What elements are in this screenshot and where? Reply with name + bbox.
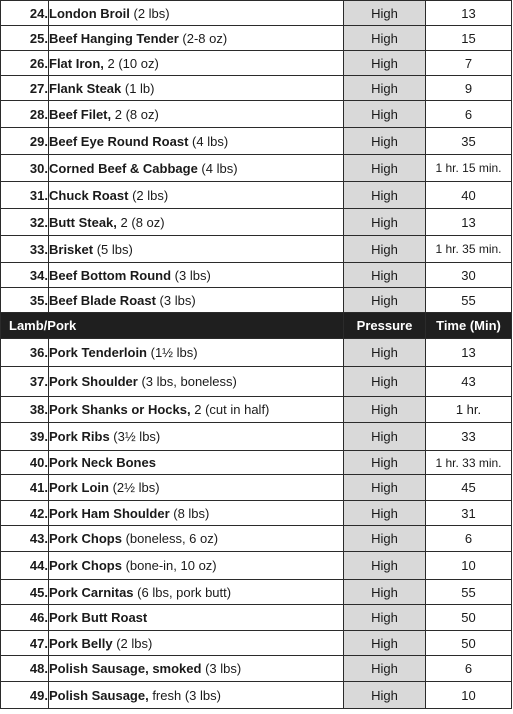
food-quantity: 2 (8 oz)	[116, 214, 165, 230]
row-number: 32.	[1, 209, 49, 236]
food-cell	[49, 263, 344, 288]
table-row	[1, 128, 512, 155]
row-number: 35.	[1, 288, 49, 313]
food-quantity: (6 lbs, pork butt)	[133, 584, 232, 600]
food-cell	[49, 451, 344, 475]
food-cell	[49, 339, 344, 367]
food-quantity: 2 (8 oz)	[111, 106, 159, 122]
time-cell: 10	[426, 682, 512, 709]
food-quantity: (3 lbs)	[201, 661, 242, 676]
food-quantity: (2 lbs)	[128, 187, 169, 203]
row-number: 34.	[1, 263, 49, 288]
time-cell: 9	[426, 76, 512, 101]
food-cell	[49, 501, 344, 526]
table-row	[1, 451, 512, 475]
food-quantity: (boneless, 6 oz)	[121, 531, 219, 546]
food-cell	[49, 209, 344, 236]
time-cell: 50	[426, 605, 512, 631]
time-cell: 1 hr.	[426, 397, 512, 423]
food-name: Pork Belly	[49, 635, 113, 651]
row-number: 40.	[1, 451, 49, 475]
row-number: 33.	[1, 236, 49, 263]
table-row	[1, 580, 512, 605]
food-name: Pork Chops	[49, 558, 122, 573]
pressure-cell: High	[344, 580, 426, 605]
pressure-cell: High	[344, 423, 426, 451]
pressure-cell: High	[344, 605, 426, 631]
row-number: 30.	[1, 155, 49, 182]
food-quantity: (2½ lbs)	[108, 480, 160, 495]
food-name: Beef Bottom Round	[49, 267, 172, 283]
pressure-cell: High	[344, 339, 426, 367]
row-number: 44.	[1, 552, 49, 580]
pressure-cell: High	[344, 367, 426, 397]
row-number: 28.	[1, 101, 49, 128]
time-cell: 30	[426, 263, 512, 288]
food-quantity: (1½ lbs)	[147, 345, 198, 360]
pressure-cell: High	[344, 263, 426, 288]
pressure-cell: High	[344, 552, 426, 580]
food-cell	[49, 552, 344, 580]
time-cell: 40	[426, 182, 512, 209]
pressure-cell: High	[344, 526, 426, 552]
time-cell: 10	[426, 552, 512, 580]
table-row	[1, 288, 512, 313]
row-number: 43.	[1, 526, 49, 552]
row-number: 38.	[1, 397, 49, 423]
food-cell	[49, 51, 344, 76]
food-cell	[49, 367, 344, 397]
time-cell: 43	[426, 367, 512, 397]
food-name: Pork Loin	[49, 480, 109, 495]
row-number: 46.	[1, 605, 49, 631]
table-row	[1, 155, 512, 182]
time-cell: 6	[426, 656, 512, 682]
time-cell: 35	[426, 128, 512, 155]
time-cell: 6	[426, 101, 512, 128]
food-quantity: (2 lbs)	[129, 5, 170, 21]
food-name: Pork Butt Roast	[49, 610, 148, 625]
pressure-cell: High	[344, 631, 426, 656]
time-cell: 31	[426, 501, 512, 526]
food-quantity: (3 lbs)	[171, 267, 211, 283]
pressure-cell: High	[344, 397, 426, 423]
table-row	[1, 51, 512, 76]
time-cell: 1 hr. 35 min.	[426, 236, 512, 263]
food-cell	[49, 397, 344, 423]
food-name: Pork Carnitas	[49, 584, 134, 600]
time-cell: 1 hr. 33 min.	[426, 451, 512, 475]
food-quantity: (8 lbs)	[169, 505, 210, 521]
food-cell	[49, 526, 344, 552]
food-cell	[49, 1, 344, 26]
table-row	[1, 526, 512, 552]
pressure-cell: High	[344, 101, 426, 128]
row-number: 41.	[1, 475, 49, 501]
table-row	[1, 552, 512, 580]
table-row	[1, 26, 512, 51]
row-number: 39.	[1, 423, 49, 451]
food-name: Pork Neck Bones	[49, 455, 156, 470]
food-name: London Broil	[49, 5, 130, 21]
row-number: 24.	[1, 1, 49, 26]
row-number: 25.	[1, 26, 49, 51]
row-number: 48.	[1, 656, 49, 682]
food-quantity: 2 (cut in half)	[190, 402, 270, 417]
pressure-cell: High	[344, 1, 426, 26]
food-name: Polish Sausage, smoked	[49, 661, 202, 676]
pressure-cell: High	[344, 209, 426, 236]
pressure-cell: High	[344, 451, 426, 475]
table-row	[1, 76, 512, 101]
row-number: 45.	[1, 580, 49, 605]
table-row	[1, 397, 512, 423]
food-cell	[49, 155, 344, 182]
food-cell	[49, 631, 344, 656]
table-row	[1, 682, 512, 709]
pressure-cell: High	[344, 76, 426, 101]
section-header-row	[1, 313, 512, 339]
food-quantity: (5 lbs)	[93, 241, 133, 257]
food-quantity: (3 lbs, boneless)	[137, 374, 237, 389]
table-row	[1, 605, 512, 631]
row-number: 49.	[1, 682, 49, 709]
table-row	[1, 339, 512, 367]
food-name: Beef Filet,	[49, 106, 112, 122]
food-cell	[49, 128, 344, 155]
pressure-cell: High	[344, 656, 426, 682]
food-quantity: (3 lbs)	[155, 292, 196, 308]
food-name: Pork Shoulder	[49, 374, 138, 389]
lamb-pork-rows	[1, 339, 512, 709]
food-cell	[49, 580, 344, 605]
food-cell	[49, 26, 344, 51]
time-cell: 13	[426, 1, 512, 26]
food-quantity: (bone-in, 10 oz)	[121, 558, 217, 573]
pressure-cell: High	[344, 155, 426, 182]
food-cell	[49, 656, 344, 682]
table-row	[1, 656, 512, 682]
food-name: Flank Steak	[49, 80, 122, 96]
food-quantity: fresh (3 lbs)	[148, 687, 221, 703]
food-name: Pork Shanks or Hocks,	[49, 402, 191, 417]
food-quantity: (2 lbs)	[112, 635, 153, 651]
row-number: 29.	[1, 128, 49, 155]
food-cell	[49, 288, 344, 313]
food-quantity: (1 lb)	[121, 80, 155, 96]
table-row	[1, 236, 512, 263]
food-quantity: (4 lbs)	[197, 160, 238, 176]
row-number: 47.	[1, 631, 49, 656]
food-name: Chuck Roast	[49, 187, 129, 203]
food-cell	[49, 605, 344, 631]
food-cell	[49, 423, 344, 451]
pressure-cell: High	[344, 182, 426, 209]
food-name: Beef Blade Roast	[49, 292, 156, 308]
table-row	[1, 631, 512, 656]
food-cell	[49, 475, 344, 501]
food-quantity: (3½ lbs)	[109, 429, 161, 444]
pressure-cell: High	[344, 26, 426, 51]
table-row	[1, 263, 512, 288]
row-number: 42.	[1, 501, 49, 526]
food-name: Beef Eye Round Roast	[49, 133, 189, 149]
time-cell: 13	[426, 339, 512, 367]
food-name: Corned Beef & Cabbage	[49, 160, 198, 176]
food-cell	[49, 101, 344, 128]
food-quantity: (2-8 oz)	[178, 30, 228, 46]
food-cell	[49, 182, 344, 209]
row-number: 27.	[1, 76, 49, 101]
food-cell	[49, 682, 344, 709]
pressure-cell: High	[344, 501, 426, 526]
pressure-cell: High	[344, 128, 426, 155]
food-name: Pork Ham Shoulder	[49, 505, 170, 521]
row-number: 37.	[1, 367, 49, 397]
row-number: 36.	[1, 339, 49, 367]
time-cell: 55	[426, 580, 512, 605]
table-row	[1, 182, 512, 209]
time-cell: 50	[426, 631, 512, 656]
pressure-cell: High	[344, 475, 426, 501]
time-cell: 6	[426, 526, 512, 552]
section-title: Lamb/Pork	[1, 313, 344, 339]
food-cell	[49, 76, 344, 101]
table-row	[1, 367, 512, 397]
food-name: Pork Chops	[49, 531, 122, 546]
row-number: 31.	[1, 182, 49, 209]
food-name: Pork Ribs	[49, 429, 110, 444]
table-row	[1, 423, 512, 451]
food-name: Butt Steak,	[49, 214, 117, 230]
pressure-cell: High	[344, 288, 426, 313]
food-name: Brisket	[49, 241, 94, 257]
table-row	[1, 1, 512, 26]
table-row	[1, 209, 512, 236]
beef-rows	[1, 1, 512, 313]
time-column-header: Time (Min)	[426, 313, 512, 339]
time-cell: 1 hr. 15 min.	[426, 155, 512, 182]
table-row	[1, 101, 512, 128]
time-cell: 33	[426, 423, 512, 451]
table-row	[1, 501, 512, 526]
food-name: Flat Iron,	[49, 55, 104, 71]
time-cell: 55	[426, 288, 512, 313]
row-number: 26.	[1, 51, 49, 76]
pressure-cell: High	[344, 236, 426, 263]
food-cell	[49, 236, 344, 263]
lamb-pork-header	[1, 313, 512, 339]
time-cell: 7	[426, 51, 512, 76]
food-name: Polish Sausage,	[49, 687, 149, 703]
pressure-column-header: Pressure	[344, 313, 426, 339]
food-name: Beef Hanging Tender	[49, 30, 179, 46]
food-quantity: 2 (10 oz)	[103, 55, 159, 71]
pressure-cell: High	[344, 682, 426, 709]
table-row	[1, 475, 512, 501]
time-cell: 45	[426, 475, 512, 501]
time-cell: 15	[426, 26, 512, 51]
time-cell: 13	[426, 209, 512, 236]
food-quantity: (4 lbs)	[188, 133, 229, 149]
pressure-cell: High	[344, 51, 426, 76]
food-name: Pork Tenderloin	[49, 345, 147, 360]
